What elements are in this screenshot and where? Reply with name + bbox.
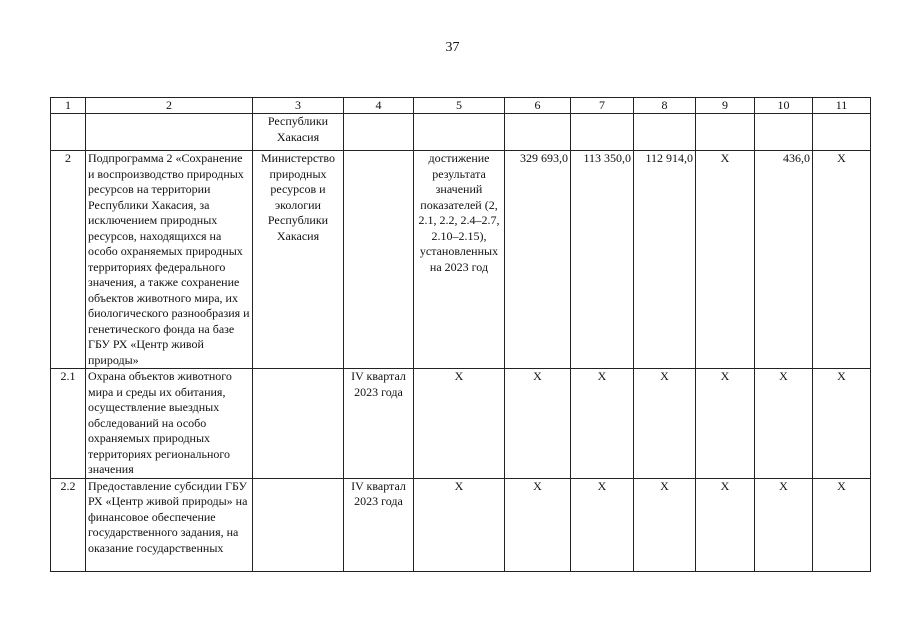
row-value-6: Х	[505, 478, 571, 571]
row-term: IV квартал 2023 года	[344, 369, 414, 479]
header-cell: 7	[571, 98, 634, 114]
header-cell: 3	[253, 98, 344, 114]
row-value-11: Х	[813, 151, 871, 369]
row-term	[344, 151, 414, 369]
row-result: достижение результата значений показателей (2, 2.1, 2.2, 2.4–2.7, 2.10–2.15), установленных на 2023 год	[414, 151, 505, 369]
header-cell: 9	[696, 98, 755, 114]
table-row	[51, 369, 871, 479]
row-value-8: Х	[634, 478, 696, 571]
table-row	[51, 151, 871, 369]
page-number: 37	[445, 40, 460, 55]
row-value-7: Х	[571, 478, 634, 571]
row-name: Предоставление субсидии ГБУ РХ «Центр живой природы» на финансовое обеспечение государственного задания, на оказание государственных	[86, 478, 253, 571]
row-value-8: Х	[634, 369, 696, 479]
row-number: 2.1	[51, 369, 86, 479]
row-value-10: Х	[755, 478, 813, 571]
table-row	[51, 478, 871, 571]
header-cell: 5	[414, 98, 505, 114]
row-value-9: Х	[696, 478, 755, 571]
row-value-6: Х	[505, 369, 571, 479]
header-row	[51, 98, 871, 114]
header-cell: 8	[634, 98, 696, 114]
row-result: Х	[414, 369, 505, 479]
header-cell: 10	[755, 98, 813, 114]
row-name: Подпрограмма 2 «Сохранение и воспроизводство природных ресурсов на территории Республики Хакасия, за исключением природных ресурсов, находящихся на особо охраняемых природных территориях федерального значения, а также сохранение объектов животного мира, их биологического разнообразия и генетического фонда на базе ГБУ РХ «Центр живой природы»	[86, 151, 253, 369]
row-name: Охрана объектов животного мира и среды их обитания, осуществление выездных обследований на особо охраняемых природных территориях регионального значения	[86, 369, 253, 479]
program-table	[50, 97, 871, 572]
row-value-11: Х	[813, 369, 871, 479]
executor-continuation: Республики Хакасия	[253, 114, 344, 151]
row-value-8: 112 914,0	[634, 151, 696, 369]
row-executor	[253, 369, 344, 479]
row-value-6: 329 693,0	[505, 151, 571, 369]
row-value-10: 436,0	[755, 151, 813, 369]
row-number: 2	[51, 151, 86, 369]
header-cell: 6	[505, 98, 571, 114]
row-result: Х	[414, 478, 505, 571]
row-value-11: Х	[813, 478, 871, 571]
row-term: IV квартал 2023 года	[344, 478, 414, 571]
row-executor: Министерство природных ресурсов и экологии Республики Хакасия	[253, 151, 344, 369]
continuation-row	[51, 114, 871, 151]
row-value-9: Х	[696, 151, 755, 369]
header-cell: 1	[51, 98, 86, 114]
row-value-10: Х	[755, 369, 813, 479]
row-executor	[253, 478, 344, 571]
row-value-7: 113 350,0	[571, 151, 634, 369]
row-value-7: Х	[571, 369, 634, 479]
header-cell: 4	[344, 98, 414, 114]
row-value-9: Х	[696, 369, 755, 479]
header-cell: 11	[813, 98, 871, 114]
header-cell: 2	[86, 98, 253, 114]
row-number: 2.2	[51, 478, 86, 571]
